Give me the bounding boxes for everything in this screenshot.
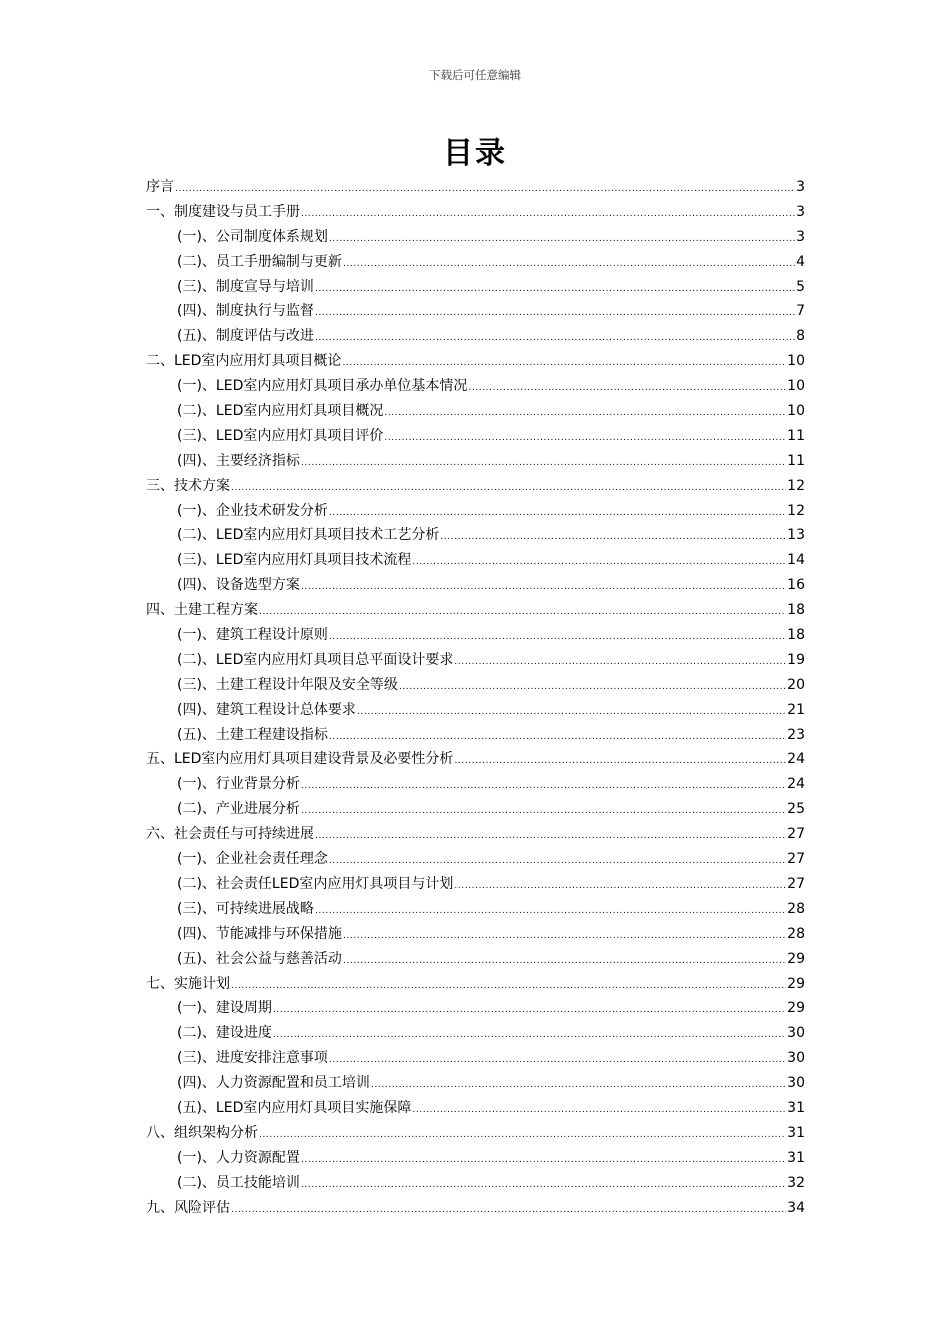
toc-entry-text: (一)、建设周期 [177, 1000, 272, 1017]
toc-entry-page: 13 [787, 527, 805, 544]
toc-section-entry[interactable] [146, 1071, 805, 1096]
toc-dot-leader [343, 252, 795, 277]
toc-section-entry[interactable] [146, 250, 805, 275]
toc-entry-page: 18 [787, 627, 805, 644]
toc-section-entry[interactable] [146, 424, 805, 449]
toc-dot-leader [468, 376, 786, 401]
toc-chapter-entry[interactable] [146, 972, 805, 997]
toc-entry-text: (五)、社会公益与慈善活动 [177, 950, 342, 967]
toc-entry-page: 29 [787, 975, 805, 992]
toc-dot-leader [412, 1098, 786, 1123]
toc-entry-text: (二)、建设进度 [177, 1025, 272, 1042]
toc-entry-text: (一)、行业背景分析 [177, 776, 300, 793]
toc-section-entry[interactable] [146, 225, 805, 250]
toc-entry-text: 三、技术方案 [146, 477, 230, 494]
toc-entry-page: 8 [796, 328, 805, 345]
toc-section-entry[interactable] [146, 523, 805, 548]
toc-dot-leader [329, 849, 786, 874]
toc-entry-page: 11 [787, 427, 805, 444]
toc-entry-page: 14 [787, 552, 805, 569]
toc-dot-leader [454, 874, 786, 899]
header-note: 下载后可任意编辑 [429, 68, 521, 82]
toc-dot-leader [384, 401, 786, 426]
toc-section-entry[interactable] [146, 922, 805, 947]
toc-dot-leader [412, 550, 786, 575]
toc-dot-leader [399, 675, 786, 700]
toc-entry-page: 12 [787, 477, 805, 494]
toc-entry-page: 20 [787, 676, 805, 693]
toc-dot-leader [315, 277, 795, 302]
toc-entry-text: (二)、LED室内应用灯具项目技术工艺分析 [177, 527, 440, 544]
toc-section-entry[interactable] [146, 1096, 805, 1121]
toc-section-entry[interactable] [146, 548, 805, 573]
toc-entry-text: 八、组织架构分析 [146, 1124, 258, 1141]
toc-entry-page: 19 [787, 651, 805, 668]
toc-entry-text: 一、制度建设与员工手册 [146, 203, 300, 220]
toc-dot-leader [301, 1173, 786, 1198]
toc-entry-text: (二)、LED室内应用灯具项目概况 [177, 403, 384, 420]
toc-entry-text: (三)、LED室内应用灯具项目评价 [177, 427, 384, 444]
toc-entry-text: (五)、制度评估与改进 [177, 328, 314, 345]
toc-section-entry[interactable] [146, 797, 805, 822]
toc-entry-page: 10 [787, 353, 805, 370]
toc-entry-text: (四)、建筑工程设计总体要求 [177, 701, 356, 718]
toc-entry-text: (三)、土建工程设计年限及安全等级 [177, 676, 398, 693]
toc-section-entry[interactable] [146, 623, 805, 648]
toc-dot-leader [343, 924, 786, 949]
toc-dot-leader [301, 799, 786, 824]
toc-dot-leader [231, 1198, 786, 1223]
toc-chapter-entry[interactable] [146, 1196, 805, 1221]
toc-entry-text: (五)、土建工程建设指标 [177, 726, 328, 743]
toc-section-entry[interactable] [146, 897, 805, 922]
toc-dot-leader [454, 650, 786, 675]
toc-dot-leader [259, 600, 786, 625]
toc-section-entry[interactable] [146, 947, 805, 972]
toc-dot-leader [301, 774, 786, 799]
toc-entry-text: (一)、公司制度体系规划 [177, 228, 328, 245]
toc-entry-page: 27 [787, 875, 805, 892]
toc-entry-text: 五、LED室内应用灯具项目建设背景及必要性分析 [146, 751, 454, 768]
toc-dot-leader [301, 451, 786, 476]
toc-entry-page: 31 [787, 1099, 805, 1116]
toc-section-entry[interactable] [146, 1146, 805, 1171]
toc-dot-leader [273, 998, 786, 1023]
toc-chapter-entry[interactable] [146, 1121, 805, 1146]
toc-section-entry[interactable] [146, 1046, 805, 1071]
toc-entry-text: (四)、主要经济指标 [177, 452, 300, 469]
toc-chapter-entry[interactable] [146, 747, 805, 772]
toc-dot-leader [329, 625, 786, 650]
toc-dot-leader [342, 351, 786, 376]
toc-entry-page: 31 [787, 1124, 805, 1141]
toc-section-entry[interactable] [146, 698, 805, 723]
toc-dot-leader [301, 202, 795, 227]
toc-entry-page: 3 [796, 228, 805, 245]
toc-section-entry[interactable] [146, 673, 805, 698]
toc-entry-page: 30 [787, 1025, 805, 1042]
toc-entry-text: (三)、进度安排注意事项 [177, 1050, 328, 1067]
toc-title: 目录 [443, 136, 507, 171]
toc-dot-leader [273, 1023, 786, 1048]
toc-section-entry[interactable] [146, 996, 805, 1021]
toc-dot-leader [175, 177, 795, 202]
toc-entry-page: 12 [787, 502, 805, 519]
toc-entry-page: 24 [787, 751, 805, 768]
toc-dot-leader [440, 525, 786, 550]
toc-entry-text: (三)、LED室内应用灯具项目技术流程 [177, 552, 412, 569]
toc-entry-page: 7 [796, 303, 805, 320]
toc-section-entry[interactable] [146, 772, 805, 797]
toc-dot-leader [343, 949, 786, 974]
toc-entry-text: (四)、人力资源配置和员工培训 [177, 1075, 370, 1092]
toc-entry-text: (二)、LED室内应用灯具项目总平面设计要求 [177, 651, 454, 668]
toc-entry-page: 27 [787, 826, 805, 843]
toc-entry-text: 序言 [146, 179, 174, 195]
toc-entry-text: (二)、社会责任LED室内应用灯具项目与计划 [177, 875, 454, 892]
toc-section-entry[interactable] [146, 648, 805, 673]
toc-entry-page: 29 [787, 1000, 805, 1017]
toc-dot-leader [231, 974, 786, 999]
toc-section-entry[interactable] [146, 1171, 805, 1196]
toc-entry-text: 九、风险评估 [146, 1199, 230, 1216]
toc-entry-page: 3 [796, 203, 805, 220]
toc-entry-page: 10 [787, 378, 805, 395]
toc-dot-leader [454, 749, 786, 774]
toc-chapter-entry[interactable] [146, 474, 805, 499]
toc-entry-text: 二、LED室内应用灯具项目概论 [146, 353, 342, 370]
toc-entry-text: (五)、LED室内应用灯具项目实施保障 [177, 1099, 412, 1116]
toc-chapter-entry[interactable] [146, 200, 805, 225]
toc-section-entry[interactable] [146, 324, 805, 349]
toc-entry-text: (四)、制度执行与监督 [177, 303, 314, 320]
toc-entry-page: 25 [787, 801, 805, 818]
toc-entry-page: 32 [787, 1174, 805, 1191]
toc-dot-leader [315, 301, 795, 326]
toc-dot-leader [329, 501, 786, 526]
toc-dot-leader [259, 1123, 786, 1148]
toc-entry-text: (三)、可持续进展战略 [177, 900, 314, 917]
toc-entry-text: (四)、节能减排与环保措施 [177, 925, 342, 942]
toc-entry-text: 六、社会责任与可持续进展 [146, 826, 314, 843]
toc-entry-page: 23 [787, 726, 805, 743]
toc-dot-leader [301, 1148, 786, 1173]
toc-section-entry[interactable] [146, 275, 805, 300]
toc-entry-page: 5 [796, 278, 805, 295]
toc-dot-leader [315, 899, 786, 924]
toc-entry-page: 4 [796, 253, 805, 270]
toc-entry-page: 31 [787, 1149, 805, 1166]
toc-dot-leader [371, 1073, 786, 1098]
toc-dot-leader [357, 700, 786, 725]
toc-entry-text: (一)、人力资源配置 [177, 1149, 300, 1166]
toc-entry-text: (三)、制度宣导与培训 [177, 278, 314, 295]
toc-entry-page: 24 [787, 776, 805, 793]
toc-section-entry[interactable] [146, 449, 805, 474]
toc-section-entry[interactable] [146, 872, 805, 897]
toc-entry-page: 21 [787, 701, 805, 718]
toc-dot-leader [329, 725, 786, 750]
toc-dot-leader [301, 575, 786, 600]
toc-entry-page: 28 [787, 925, 805, 942]
toc-section-entry[interactable] [146, 374, 805, 399]
toc-entry-text: (一)、企业社会责任理念 [177, 851, 328, 868]
toc-section-entry[interactable] [146, 499, 805, 524]
toc-section-entry[interactable] [146, 1021, 805, 1046]
toc-section-entry[interactable] [146, 299, 805, 324]
toc-entry-page: 18 [787, 602, 805, 619]
toc-entry-page: 28 [787, 900, 805, 917]
toc-entry-text: (二)、员工技能培训 [177, 1174, 300, 1191]
toc-dot-leader [329, 227, 795, 252]
toc-section-entry[interactable] [146, 723, 805, 748]
toc-chapter-entry[interactable] [146, 349, 805, 374]
toc-entry-text: (一)、建筑工程设计原则 [177, 627, 328, 644]
toc-section-entry[interactable] [146, 573, 805, 598]
toc-chapter-entry[interactable] [146, 598, 805, 623]
toc-list [146, 175, 805, 1220]
toc-entry-page: 29 [787, 950, 805, 967]
toc-entry-text: (一)、LED室内应用灯具项目承办单位基本情况 [177, 378, 468, 395]
toc-chapter-entry[interactable] [146, 822, 805, 847]
toc-entry-page: 3 [796, 179, 805, 195]
toc-entry-page: 16 [787, 577, 805, 594]
toc-entry-page: 11 [787, 452, 805, 469]
toc-section-entry[interactable] [146, 847, 805, 872]
toc-entry-text: 七、实施计划 [146, 975, 230, 992]
toc-entry-page: 30 [787, 1075, 805, 1092]
toc-dot-leader [315, 326, 795, 351]
toc-dot-leader [384, 426, 786, 451]
toc-chapter-entry[interactable] [146, 175, 805, 200]
toc-entry-text: 四、土建工程方案 [146, 602, 258, 619]
toc-section-entry[interactable] [146, 399, 805, 424]
toc-dot-leader [329, 1048, 786, 1073]
toc-entry-page: 30 [787, 1050, 805, 1067]
toc-entry-text: (四)、设备选型方案 [177, 577, 300, 594]
toc-entry-text: (二)、产业进展分析 [177, 801, 300, 818]
toc-dot-leader [231, 476, 786, 501]
toc-entry-page: 10 [787, 403, 805, 420]
toc-entry-page: 27 [787, 851, 805, 868]
toc-dot-leader [315, 824, 786, 849]
toc-entry-text: (二)、员工手册编制与更新 [177, 253, 342, 270]
toc-entry-text: (一)、企业技术研发分析 [177, 502, 328, 519]
toc-entry-page: 34 [787, 1199, 805, 1216]
